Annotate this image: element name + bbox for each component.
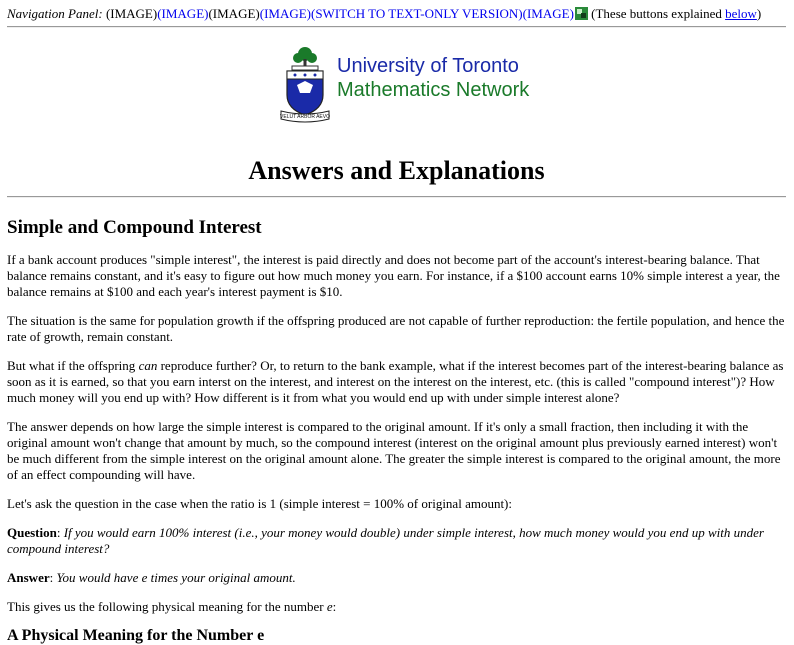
subheading-physical-meaning: A Physical Meaning for the Number e xyxy=(7,627,265,644)
paragraph-ratio: Let's ask the question in the case when the ratio is 1 (simple interest = 100% of original amount): xyxy=(7,496,513,511)
paragraph-answer-depends: The answer depends on how large the simple interest is compared to the original amount. If it's only a small fraction, then including it with the original amount won't change that amount by much, so the compound interest (interest on the original amount plus previously earned interest) won't be much different from the simple interest on the original amount alone. The greater the simple interest is compared to the original amount, the more of an effect compounding will have. xyxy=(7,419,781,482)
question-text: If you would earn 100% interest (i.e., your money would double) under simple interest, how much money would you end up with under compound interest? xyxy=(7,525,764,556)
logo-motto: VELUT ARBOR AEVO xyxy=(280,114,330,120)
nav-image-link-2[interactable]: (IMAGE) xyxy=(157,6,209,21)
nav-image-link-4[interactable]: (IMAGE) xyxy=(259,6,311,21)
question-block: Question: If you would earn 100% interest (i.e., your money would double) under simple interest, how much money would you end up with under compound interest? xyxy=(7,525,764,556)
logo-line-1: University of Toronto xyxy=(337,55,519,77)
section-heading: Simple and Compound Interest xyxy=(7,217,262,238)
nav-image-3: (IMAGE) xyxy=(208,6,260,21)
page-title: Answers and Explanations xyxy=(248,156,545,185)
navigation-panel xyxy=(7,6,786,22)
paragraph-compound-a: But what if the offspring xyxy=(7,358,139,373)
paragraph-population: The situation is the same for population growth if the offspring produced are not capable of further reproduction: the fertile population, and hence the rate of growth, remain constant. xyxy=(7,313,785,344)
paragraph-physical-b: : xyxy=(332,599,337,614)
paragraph-physical-a: This gives us the following physical meaning for the number xyxy=(7,599,327,614)
nav-label: Navigation Panel: xyxy=(7,6,103,21)
answer-label: Answer xyxy=(7,570,50,585)
paragraph-simple-interest: If a bank account produces "simple interest", the interest is paid directly and does not become part of the account's interest-bearing balance. That balance remains constant, and it's easy to figure out how much money you earn. For instance, if a $100 account earns 10% simple interest a year, the balance remains at $100 and each year's interest payment is $10. xyxy=(7,252,780,299)
math-network-icon[interactable] xyxy=(575,7,588,20)
text-only-version-link[interactable]: (SWITCH TO TEXT-ONLY VERSION) xyxy=(311,6,523,21)
emphasis-e: e xyxy=(326,599,333,614)
explained-prefix: (These buttons explained xyxy=(591,6,726,21)
divider-top xyxy=(7,26,786,28)
answer-text: You would have e times your original amount. xyxy=(56,570,296,585)
nav-image-link-6[interactable]: (IMAGE) xyxy=(522,6,574,21)
nav-image-1: (IMAGE) xyxy=(105,6,158,21)
paragraph-compound xyxy=(7,358,786,406)
emphasis-can: can xyxy=(138,358,158,373)
paragraph-physical-meaning xyxy=(7,599,786,615)
university-logo[interactable] xyxy=(277,45,547,125)
logo-wordmark xyxy=(337,54,529,102)
question-label: Question xyxy=(7,525,57,540)
explained-below-link[interactable]: below xyxy=(725,6,757,21)
logo-area xyxy=(7,45,786,125)
crest-icon xyxy=(277,45,333,125)
answer-block: Answer: You would have e times your original amount. xyxy=(7,570,296,585)
paragraph-compound-b: reproduce further? Or, to return to the bank example, what if the interest becomes part of the interest-bearing balance as soon as it is earned, so that you earn interst on the interest, and interest on the interest on the interest, etc. (this is called "compound interest")? How much money will you end up with? How different is it from what you would end up with under simple interest alone? xyxy=(7,358,784,405)
logo-line-2: Mathematics Network xyxy=(337,79,530,101)
divider-title xyxy=(7,196,786,198)
explained-suffix: ) xyxy=(756,6,762,21)
